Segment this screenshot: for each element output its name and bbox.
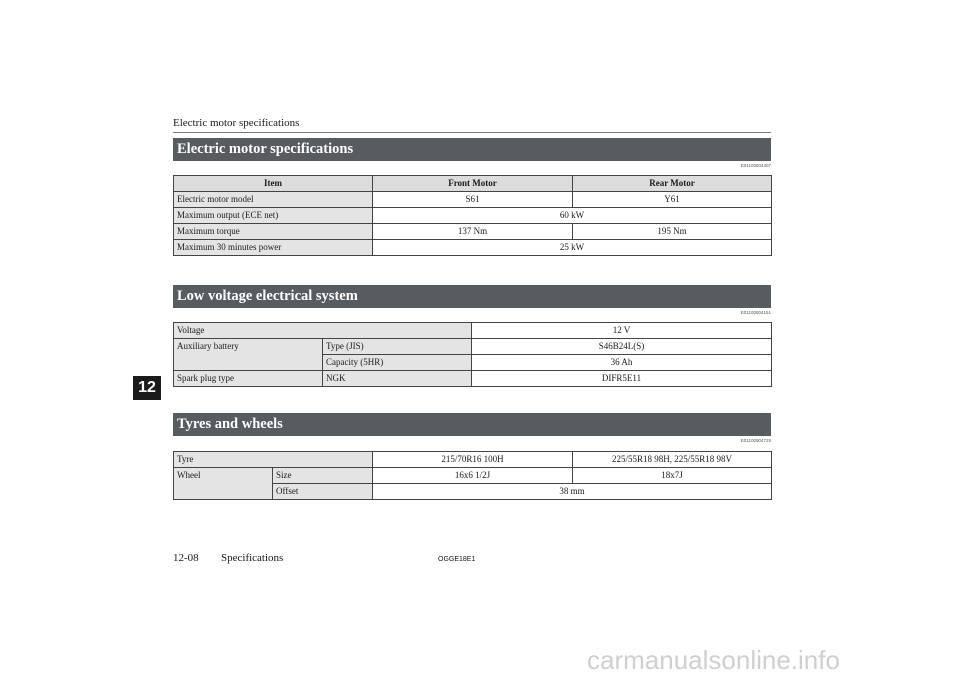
cell-value: 137 Nm: [373, 224, 573, 240]
table-row: [174, 339, 772, 355]
table-header-row: [174, 176, 772, 192]
section-title-tyres: Tyres and wheels: [173, 413, 771, 436]
running-header: Electric motor specifications: [173, 117, 300, 129]
section-title-lowvolt: Low voltage electrical system: [173, 285, 771, 308]
column-header: Front Motor: [373, 176, 573, 192]
row-sublabel: Offset: [273, 484, 373, 500]
row-label: Maximum output (ECE net): [174, 208, 373, 224]
row-sublabel: Type (JIS): [323, 339, 472, 355]
footer-section-name: Specifications: [221, 552, 284, 564]
watermark: carmanualsonline.info: [587, 645, 840, 675]
table-row: [174, 240, 772, 256]
section-title-motor: Electric motor specifications: [173, 138, 771, 161]
row-label: Tyre: [174, 452, 373, 468]
low-voltage-table: [173, 322, 772, 387]
section-code-tyres: E01100904729: [740, 438, 771, 443]
cell-value: DIFR5E11: [472, 371, 772, 387]
table-row: [174, 371, 772, 387]
row-label: Electric motor model: [174, 192, 373, 208]
tyres-wheels-table: [173, 451, 772, 500]
cell-value: 12 V: [472, 323, 772, 339]
cell-value: 38 mm: [373, 484, 772, 500]
row-label: Maximum torque: [174, 224, 373, 240]
row-label: Voltage: [174, 323, 472, 339]
cell-value: 25 kW: [373, 240, 772, 256]
table-row: [174, 192, 772, 208]
section-code-lowvolt: E01100804151: [740, 310, 771, 315]
table-row: [174, 224, 772, 240]
chapter-tab: 12: [133, 376, 161, 400]
cell-value: S61: [373, 192, 573, 208]
cell-value: 36 Ah: [472, 355, 772, 371]
cell-value: 60 kW: [373, 208, 772, 224]
cell-value: 18x7J: [573, 468, 772, 484]
cell-value: Y61: [573, 192, 772, 208]
row-label: Maximum 30 minutes power: [174, 240, 373, 256]
header-divider: [173, 132, 771, 133]
table-row: [174, 208, 772, 224]
motor-spec-table: [173, 175, 772, 256]
cell-value: 225/55R18 98H, 225/55R18 98V: [573, 452, 772, 468]
row-sublabel: Size: [273, 468, 373, 484]
cell-value: 195 Nm: [573, 224, 772, 240]
column-header: Item: [174, 176, 373, 192]
row-label: Auxiliary battery: [174, 339, 323, 371]
page-number: 12-08: [173, 552, 199, 564]
cell-value: 16x6 1/2J: [373, 468, 573, 484]
row-sublabel: Capacity (5HR): [323, 355, 472, 371]
cell-value: 215/70R16 100H: [373, 452, 573, 468]
column-header: Rear Motor: [573, 176, 772, 192]
table-row: [174, 323, 772, 339]
row-label: Spark plug type: [174, 371, 323, 387]
cell-value: S46B24L(S): [472, 339, 772, 355]
section-code-motor: E01100604407: [740, 163, 771, 168]
row-sublabel: NGK: [323, 371, 472, 387]
table-row: [174, 468, 772, 484]
document-code: OGGE18E1: [438, 556, 476, 563]
row-label: Wheel: [174, 468, 273, 500]
table-row: [174, 452, 772, 468]
